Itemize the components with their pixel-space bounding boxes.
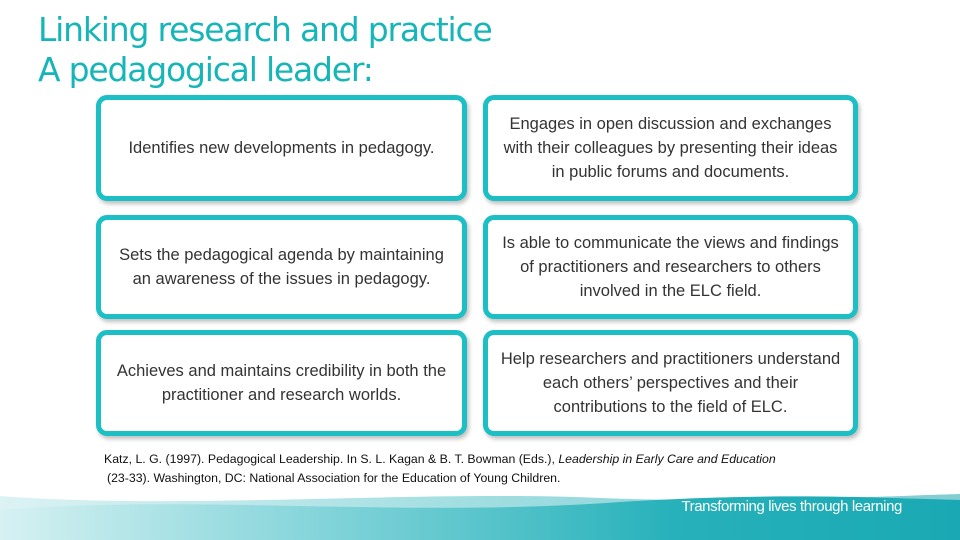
title-line-1: Linking research and practice	[38, 10, 492, 49]
reference-part-1: Katz, L. G. (1997). Pedagogical Leadership. In S. L. Kagan & B. T. Bowman (Eds.),	[104, 452, 559, 466]
box-sets-agenda: Sets the pedagogical agenda by maintaining an awareness of the issues in pedagogy.	[96, 215, 467, 319]
box-maintains-credibility: Achieves and maintains credibility in both the practitioner and research worlds.	[96, 330, 467, 436]
box-communicates-findings: Is able to communicate the views and findings of practitioners and researchers to others involved in the ELC field.	[483, 215, 858, 319]
footer-tagline: Transforming lives through learning	[681, 498, 902, 515]
box-helps-understanding: Help researchers and practitioners understand each others’ perspectives and their contributions to the field of ELC.	[483, 330, 858, 436]
slide-title	[38, 10, 492, 90]
title-line-2: A pedagogical leader:	[38, 50, 373, 89]
reference-book-title: Leadership in Early Care and Education	[558, 452, 776, 466]
reference-citation	[104, 450, 894, 488]
box-identifies-developments: Identifies new developments in pedagogy.	[96, 95, 467, 201]
reference-line-2: (23-33). Washington, DC: National Association for the Education of Young Children.	[107, 471, 561, 485]
box-engages-discussion: Engages in open discussion and exchanges with their colleagues by presenting their ideas in public forums and documents.	[483, 95, 858, 201]
